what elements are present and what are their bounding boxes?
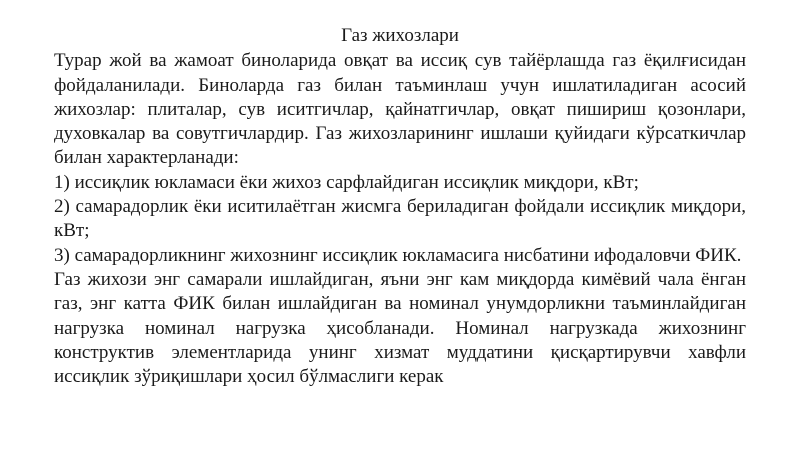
paragraph-item-1: 1) иссиқлик юкламаси ёки жихоз сарфлайдиган иссиқлик миқдори, кВт; [54, 171, 639, 193]
paragraph-intro: Турар жой ва жамоат биноларида овқат ва иссиқ сув тайёрлашда газ ёқилғисидан фойдаланилади. Биноларда газ билан таъминлаш учун ишлатиладиган асосий жихозлар: плиталар, сув иситгичлар, қайнатгичлар, овқат пишириш қозонлари, духовкалар ва совутгичлардир. Газ жихозларининг ишлаши қуйидаги кўрсаткичлар билан характерланади: [54, 50, 746, 169]
paragraph-item-2: 2) самарадорлик ёки иситилаётган жисмга бериладиган фойдали иссиқлик миқдори, кВт; [54, 196, 746, 242]
paragraph-item-3: 3) самарадорликнинг жихознинг иссиқлик юкламасига нисбатини ифодаловчи ФИК. [54, 244, 742, 266]
document-title: Газ жихозлари [341, 25, 459, 46]
paragraph-nominal-load: Газ жихози энг самарали ишлайдиган, яъни энг кам миқдорда кимёвий чала ёнган газ, энг катта ФИК билан ишлайдиган ва номинал унумдорликни таъминлайдиган нагрузка номинал нагрузка ҳисобланади. Номинал нагрузкада жихознинг конструктив элементларида унинг хизмат муддатини қисқартирувчи хавфли иссиқлик зўриқишлари ҳосил бўлмаслиги керак [54, 268, 746, 388]
document-page [54, 24, 746, 389]
